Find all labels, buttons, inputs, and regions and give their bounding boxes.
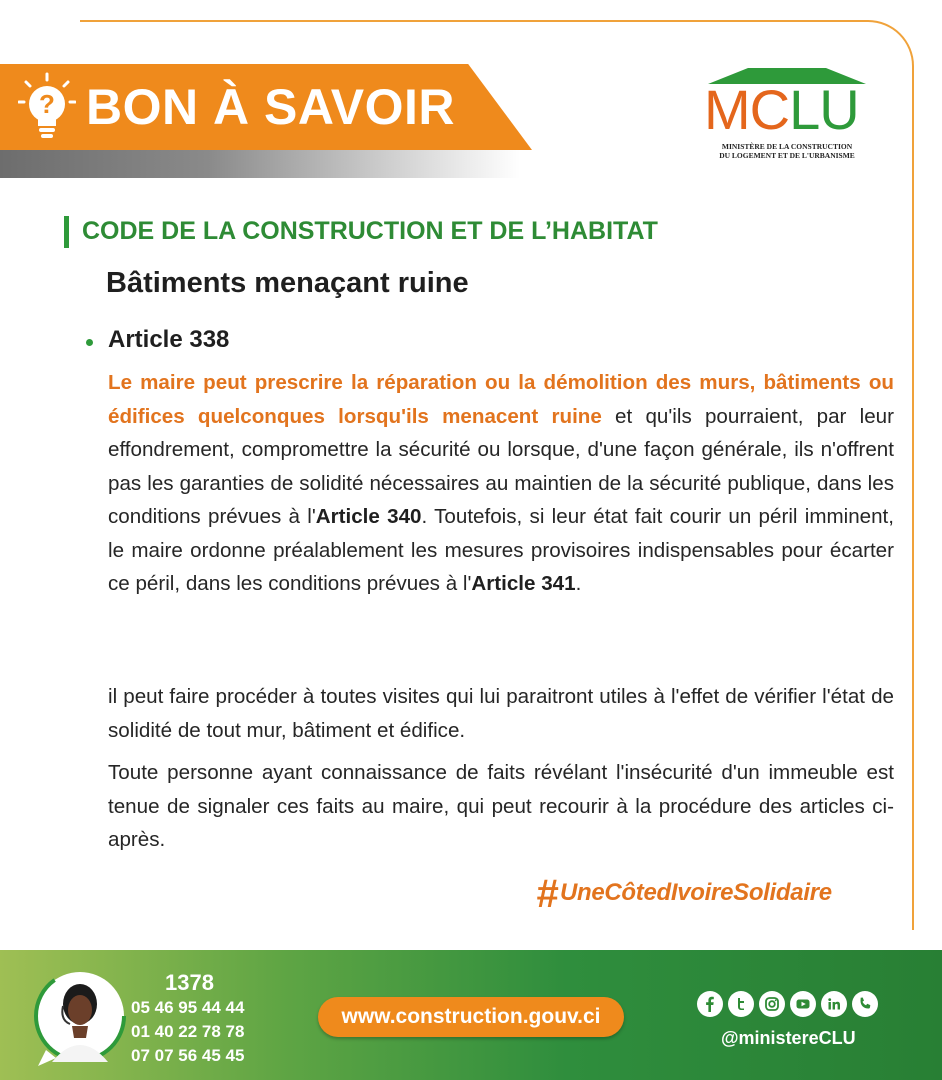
highlighted-text: Le maire peut prescrire la réparation ou la démolition des murs, bâtiments ou édifices quelconques lorsqu'ils menacent ruine [108,371,894,428]
article-paragraph-3: Toute personne ayant connaissance de faits révélant l'insécurité d'un immeuble est tenue de signaler ces faits au maire, qui peut recourir à la procédure des articles ci- après. [108,761,894,851]
code-title: CODE DE LA CONSTRUCTION ET DE L’HABITAT [82,217,658,245]
linkedin-icon[interactable] [821,991,847,1017]
twitter-icon[interactable] [728,991,754,1017]
article-paragraph-1: Le maire peut prescrire la réparation ou la démolition des murs, bâtiments ou édifices quelconques lorsqu'ils menacent ruine et qu'ils pourraient, par leur effondrement, compromettre la sécurité ou lorsque, d'une façon générale, ils n'offrent pas les garanties de solidité nécessaires au maintien de la sécurité publique, dans les conditions prévues à l'Article 340. Toutefois, si leur état fait courir un péril imminent, le maire ordonne préalablement les mesures provisoires indispensables pour écarter ce péril, dans les conditions prévues à l'Article 341. [108,371,895,595]
facebook-icon[interactable] [697,991,723,1017]
instagram-icon[interactable] [759,991,785,1017]
website-link[interactable]: www.construction.gouv.ci [318,997,624,1037]
banner-title: BON À SAVOIR [86,79,455,135]
phone-number[interactable]: 05 46 95 44 44 [131,998,245,1017]
subtitle: Bâtiments menaçant ruine [106,267,469,299]
hotline-number[interactable]: 1378 [165,970,214,995]
hashtag: #UneCôtedIvoireSolidaire [536,872,832,916]
svg-text:?: ? [39,89,55,119]
article-reference: Article 340 [315,505,422,528]
banner-shadow [0,150,520,178]
logo-lettering: MCLU [704,78,859,141]
section-marker-bar [64,216,69,248]
article-title: Article 338 [108,326,230,353]
social-handle[interactable]: @ministereCLU [721,1028,856,1048]
youtube-icon[interactable] [790,991,816,1017]
call-center-agent-avatar [30,966,126,1074]
lightbulb-question-icon [18,72,76,144]
article-reference: Article 341 [471,572,576,595]
phone-icon[interactable] [852,991,878,1017]
logo-subtitle: MINISTÈRE DE LA CONSTRUCTION DU LOGEMENT ET DE L'URBANISME [719,142,855,160]
mclu-logo [700,68,870,168]
article-paragraph-2: il peut faire procéder à toutes visites qui lui paraitront utiles à l'effet de vérifier l'état de solidité de tout mur, bâtiment et édifice. [108,685,894,742]
phone-number[interactable]: 07 07 56 45 45 [131,1046,245,1065]
bullet-icon [86,339,93,346]
social-icons [697,991,878,1019]
phone-number[interactable]: 01 40 22 78 78 [131,1022,245,1041]
